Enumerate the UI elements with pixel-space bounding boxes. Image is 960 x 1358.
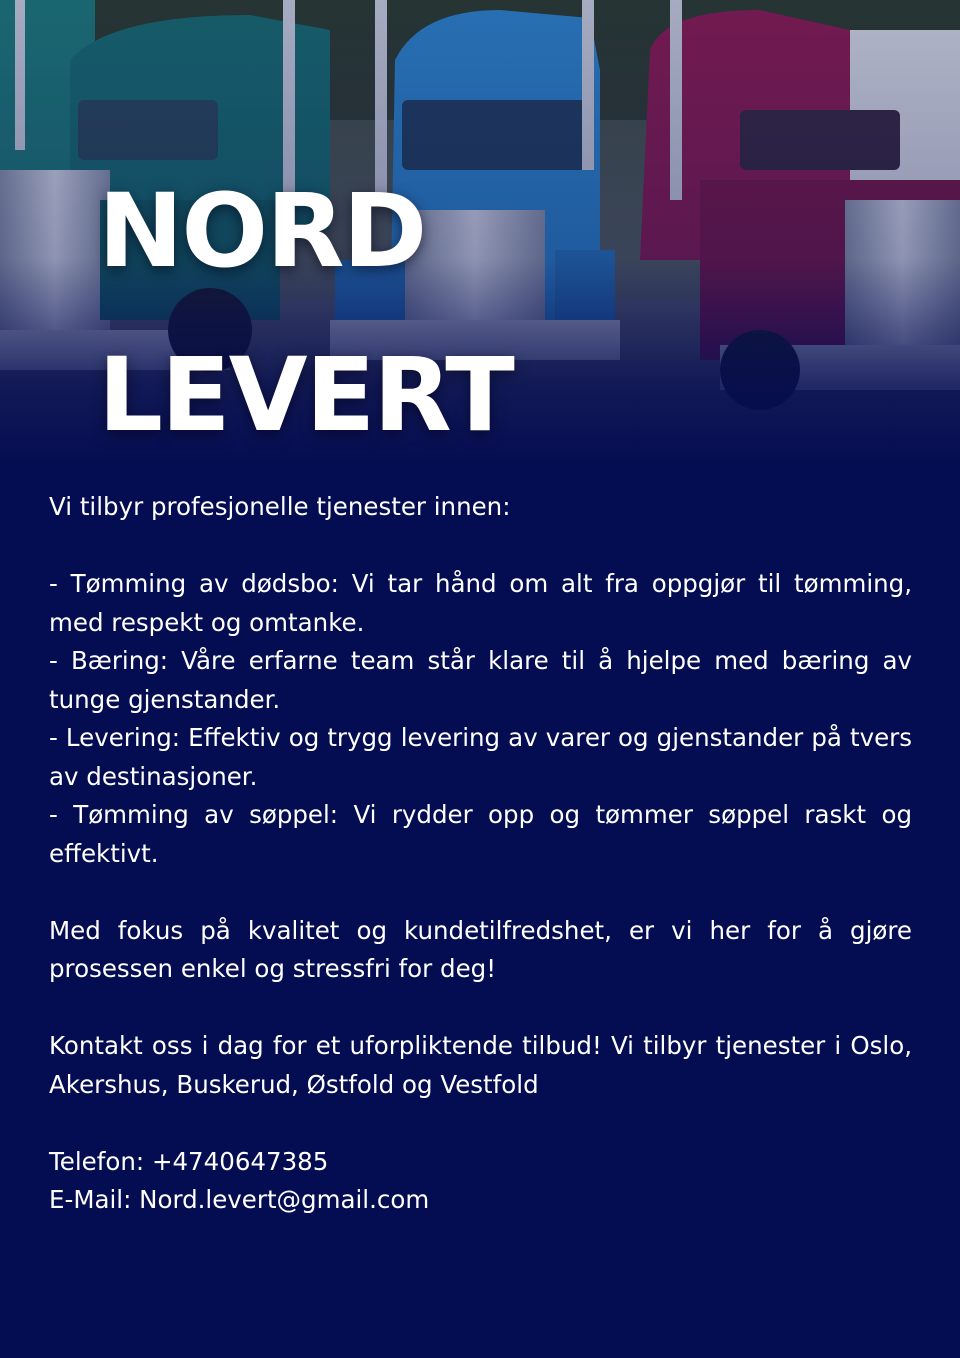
intro-text: Vi tilbyr profesjonelle tjenester innen: — [49, 492, 511, 521]
focus-paragraph: Med fokus på kvalitet og kundetilfredshet, er vi her for å gjøre prosessen enkel og stressfri for deg! — [49, 915, 912, 983]
spacer — [49, 1104, 912, 1143]
email-text: E-Mail: Nord.levert@gmail.com — [49, 1185, 430, 1214]
title-line-1: NORD — [98, 172, 426, 291]
spacer — [49, 527, 912, 566]
spacer — [49, 989, 912, 1028]
service-item: - Levering: Effektiv og trygg levering av varer og gjenstander på tvers av destinasjoner. — [49, 723, 912, 791]
spacer — [49, 873, 912, 912]
service-item: - Bæring: Våre erfarne team står klare til å hjelpe med bæring av tunge gjenstander. — [49, 646, 912, 714]
page-title — [98, 150, 513, 478]
main-content — [49, 488, 912, 1220]
phone-text: Telefon: +4740647385 — [49, 1146, 329, 1176]
title-line-2: LEVERT — [98, 336, 513, 455]
service-list — [49, 565, 912, 873]
service-item: - Tømming av søppel: Vi rydder opp og tømmer søppel raskt og effektivt. — [49, 800, 912, 868]
contact-paragraph: Kontakt oss i dag for et uforpliktende tilbud! Vi tilbyr tjenester i Oslo, Akershus, Buskerud, Østfold og Vestfold — [49, 1031, 912, 1099]
service-item: - Tømming av dødsbo: Vi tar hånd om alt fra oppgjør til tømming, med respekt og omtanke. — [49, 569, 912, 637]
